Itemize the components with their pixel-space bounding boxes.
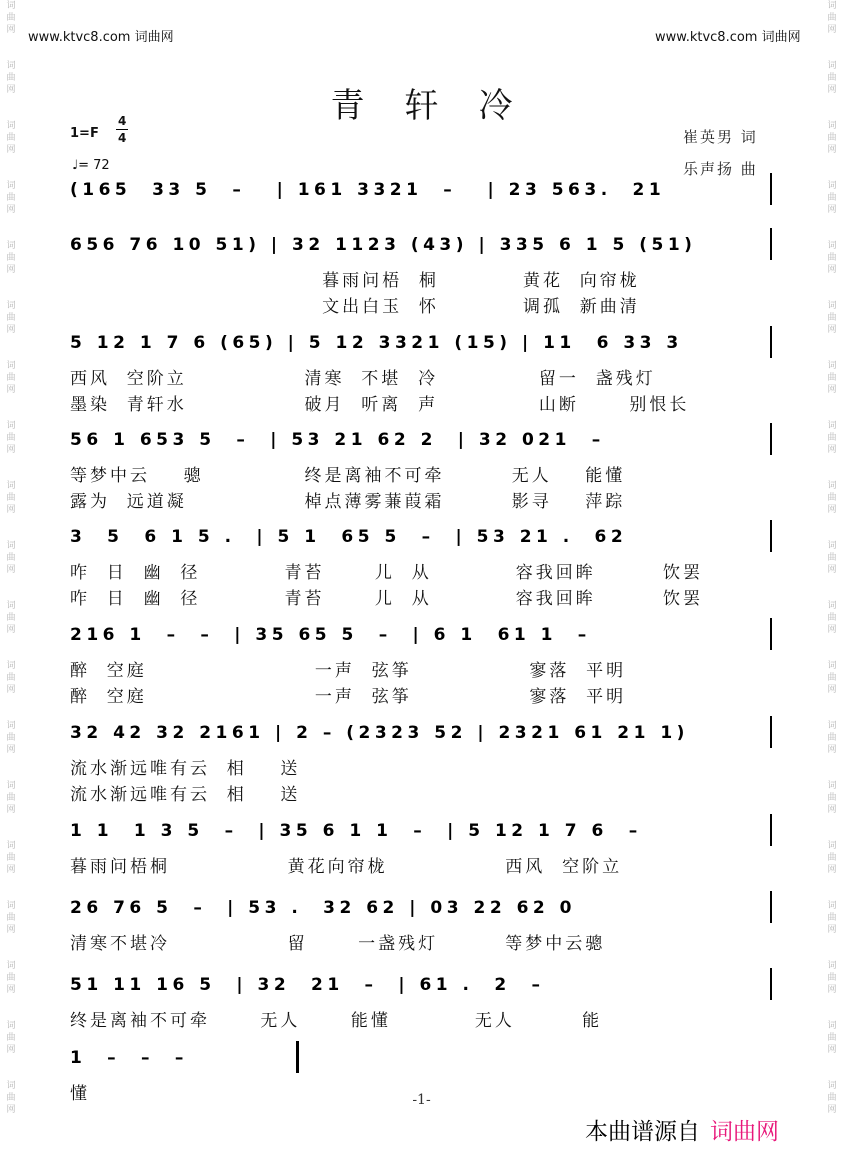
barline	[770, 173, 772, 205]
watermark-left	[0, 0, 22, 1172]
composer-credit: 乐声扬 曲	[683, 160, 758, 178]
notation-line: 1 1 1 3 5 – | 35 6 1 1 – | 5 12 1 7 6 –	[70, 821, 642, 841]
watermark-text: 词 曲 网	[6, 481, 16, 515]
lyric-line: 清寒不堪冷 留 一盏残灯 等梦中云骢	[70, 934, 606, 954]
barline	[770, 423, 772, 455]
key-signature: 1=F	[70, 126, 99, 141]
notation-line: 26 76 5 – | 53 . 32 62 | 03 22 62 0	[70, 898, 576, 918]
lyric-line: 咋 日 幽 径 青苔 儿 从 容我回眸 饮罢	[70, 589, 703, 609]
barline	[770, 520, 772, 552]
watermark-text: 词 曲 网	[827, 841, 837, 875]
lyric-line: 流水渐远唯有云 相 送	[70, 785, 301, 805]
header-url-right[interactable]: www.ktvc8.com 词曲网	[655, 30, 801, 45]
lyric-line: 咋 日 幽 径 青苔 儿 从 容我回眸 饮罢	[70, 563, 703, 583]
watermark-text: 词 曲 网	[6, 121, 16, 155]
watermark-text: 词 曲 网	[6, 61, 16, 95]
watermark-text: 词 曲 网	[6, 541, 16, 575]
lyric-line: 暮雨问梧桐 黄花向帘栊 西风 空阶立	[70, 857, 623, 877]
notation-line: (165 33 5 – | 161 3321 – | 23 563. 21	[70, 180, 666, 200]
watermark-text: 词 曲 网	[6, 1021, 16, 1055]
watermark-text: 词 曲 网	[827, 1021, 837, 1055]
watermark-text: 词 曲 网	[6, 781, 16, 815]
barline	[770, 618, 772, 650]
watermark-text: 词 曲 网	[827, 901, 837, 935]
notation-line: 216 1 – – | 35 65 5 – | 6 1 61 1 –	[70, 625, 591, 645]
watermark-text: 词 曲 网	[6, 181, 16, 215]
lyric-line: 西风 空阶立 清寒 不堪 冷 留一 盏残灯	[70, 369, 656, 389]
tempo-mark: ♩= 72	[72, 158, 110, 173]
lyric-line: 露为 远道凝 棹点薄雾蒹葭霜 影寻 萍踪	[70, 492, 626, 512]
lyric-line: 终是离袖不可牵 无人 能懂 无人 能	[70, 1011, 603, 1031]
watermark-text: 词 曲 网	[827, 241, 837, 275]
notation-line: 56 1 653 5 – | 53 21 62 2 | 32 021 –	[70, 430, 605, 450]
lyric-line: 暮雨问梧 桐 黄花 向帘栊	[70, 271, 640, 291]
page-number: -1-	[412, 1092, 431, 1108]
score-row	[70, 620, 780, 707]
watermark-text: 词 曲 网	[827, 121, 837, 155]
watermark-text: 词 曲 网	[6, 721, 16, 755]
watermark-text: 词 曲 网	[6, 841, 16, 875]
score-row	[70, 970, 780, 1031]
footer-source-label: 本曲谱源自	[585, 1119, 700, 1145]
watermark-text: 词 曲 网	[6, 601, 16, 635]
barline	[770, 814, 772, 846]
notation-line: 3 5 6 1 5 . | 5 1 65 5 – | 53 21 . 62	[70, 527, 628, 547]
footer-source	[585, 1113, 779, 1146]
time-signature-line	[116, 129, 128, 130]
lyric-line: 墨染 青轩水 破月 听离 声 山断 别恨长	[70, 395, 690, 415]
watermark-text: 词 曲 网	[827, 421, 837, 455]
lyric-line: 醉 空庭 一声 弦筝 寥落 平明	[70, 687, 627, 707]
lyric-line: 文出白玉 怀 调孤 新曲清	[70, 297, 640, 317]
score-row	[70, 230, 780, 317]
watermark-right	[821, 0, 843, 1172]
watermark-text: 词 曲 网	[6, 1081, 16, 1115]
barline	[770, 228, 772, 260]
score-row	[70, 816, 780, 877]
lyric-line: 等梦中云 骢 终是离袖不可牵 无人 能懂	[70, 466, 626, 486]
watermark-text: 词 曲 网	[827, 361, 837, 395]
watermark-text: 词 曲 网	[827, 661, 837, 695]
score-row	[70, 175, 780, 205]
watermark-text: 词 曲 网	[6, 1, 16, 35]
score-row	[70, 718, 780, 805]
watermark-text: 词 曲 网	[6, 961, 16, 995]
watermark-text: 词 曲 网	[827, 541, 837, 575]
watermark-text: 词 曲 网	[6, 901, 16, 935]
notation-line: 656 76 10 51) | 32 1123 (43) | 335 6 1 5 (51)	[70, 235, 697, 255]
watermark-text: 词 曲 网	[827, 1, 837, 35]
lyric-line: 流水渐远唯有云 相 送	[70, 759, 301, 779]
final-barline	[296, 1041, 299, 1073]
score-row	[70, 425, 780, 512]
watermark-text: 词 曲 网	[827, 721, 837, 755]
score-row	[70, 328, 780, 415]
watermark-text: 词 曲 网	[827, 781, 837, 815]
lyric-line: 醉 空庭 一声 弦筝 寥落 平明	[70, 661, 627, 681]
watermark-text: 词 曲 网	[6, 421, 16, 455]
time-signature-top: 4	[118, 114, 127, 128]
notation-line: 32 42 32 2161 | 2 – (2323 52 | 2321 61 21 1)	[70, 723, 689, 743]
header-url-left[interactable]: www.ktvc8.com 词曲网	[28, 30, 174, 45]
barline	[770, 968, 772, 1000]
lyric-line: 懂	[70, 1084, 90, 1104]
watermark-text: 词 曲 网	[827, 961, 837, 995]
watermark-text: 词 曲 网	[6, 361, 16, 395]
score-row	[70, 893, 780, 954]
notation-line: 1 – – –	[70, 1048, 188, 1068]
watermark-text: 词 曲 网	[6, 301, 16, 335]
watermark-text: 词 曲 网	[6, 661, 16, 695]
watermark-text: 词 曲 网	[6, 241, 16, 275]
barline	[770, 716, 772, 748]
watermark-text: 词 曲 网	[827, 181, 837, 215]
time-signature-bottom: 4	[118, 131, 127, 145]
watermark-text: 词 曲 网	[827, 601, 837, 635]
song-title: 青轩冷	[330, 86, 553, 126]
score-row	[70, 1043, 780, 1104]
watermark-text: 词 曲 网	[827, 481, 837, 515]
notation-line: 5 12 1 7 6 (65) | 5 12 3321 (15) | 11 6 33 3	[70, 333, 683, 353]
notation-line: 51 11 16 5 | 32 21 – | 61 . 2 –	[70, 975, 545, 995]
watermark-text: 词 曲 网	[827, 61, 837, 95]
barline	[770, 891, 772, 923]
barline	[770, 326, 772, 358]
watermark-text: 词 曲 网	[827, 1081, 837, 1115]
score-row	[70, 522, 780, 609]
lyricist-credit: 崔英男 词	[683, 128, 758, 146]
watermark-text: 词 曲 网	[827, 301, 837, 335]
footer-brand-link[interactable]: 词曲网	[710, 1119, 779, 1145]
